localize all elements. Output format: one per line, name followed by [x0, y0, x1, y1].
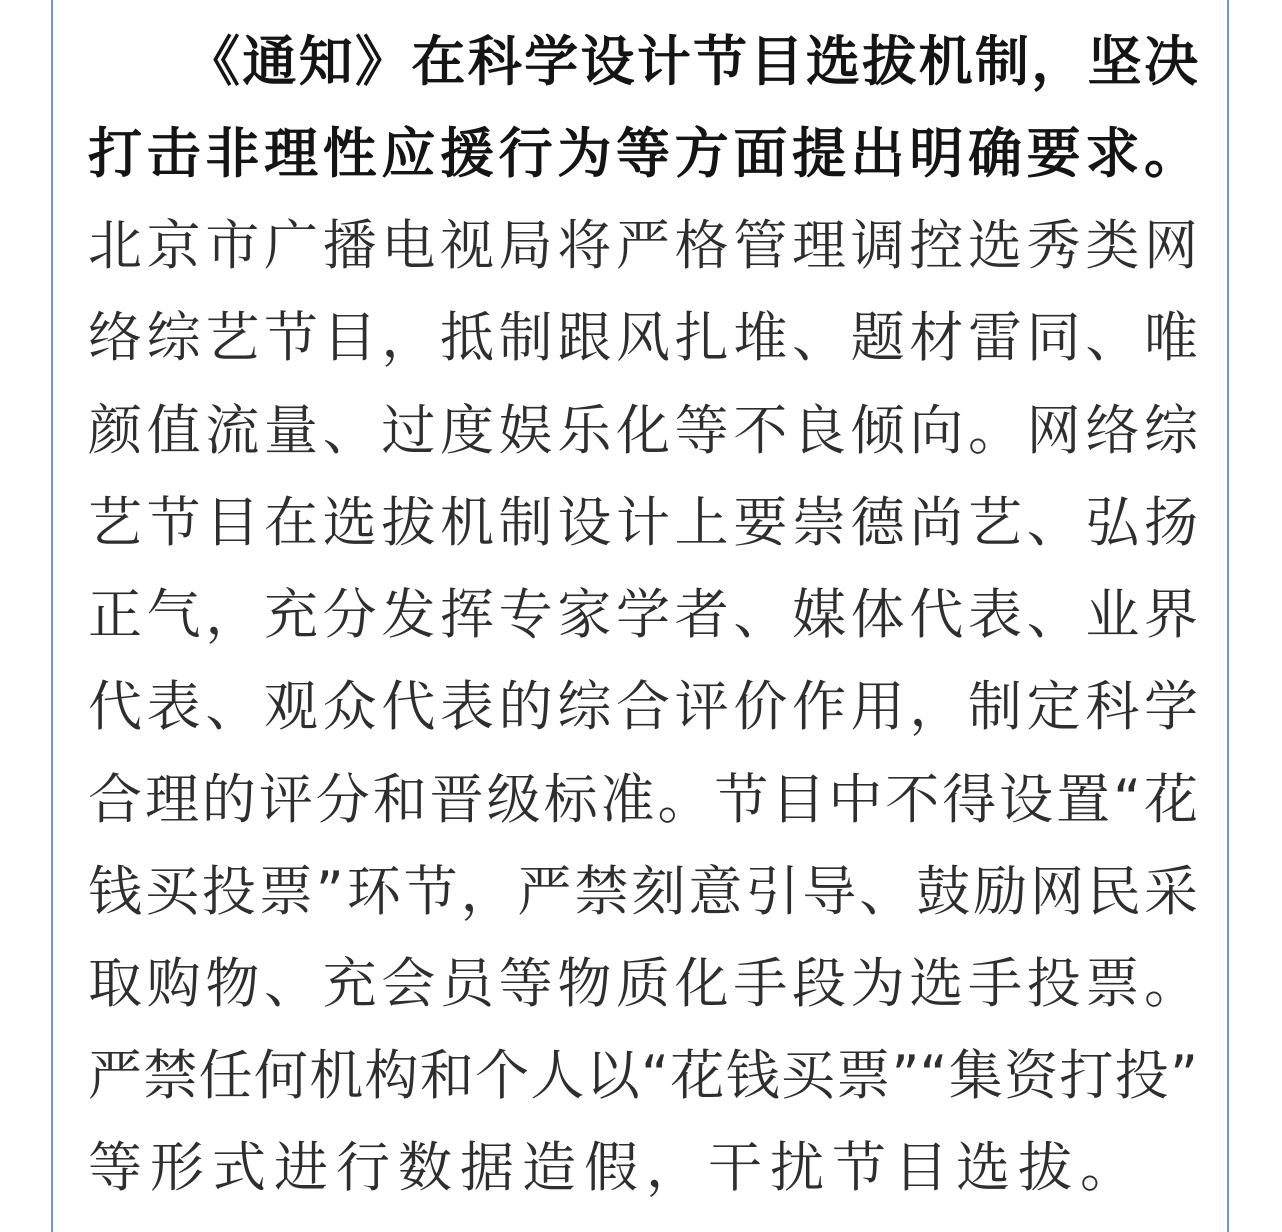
body-line-9: 取购物、充会员等物质化手段为选手投票。 [88, 952, 1198, 1015]
bold-lead-line-2: 打击非理性应援行为等方面提出明确要求。 [88, 122, 1198, 185]
body-line-6: 代表、观众代表的综合评价作用，制定科学 [88, 675, 1198, 738]
body-line-1: 北京市广播电视局将严格管理调控选秀类网 [88, 214, 1198, 277]
body-line-10: 严禁任何机构和个人以“花钱买票”“集资打投” [88, 1044, 1198, 1107]
body-line-4: 艺节目在选拔机制设计上要崇德尚艺、弘扬 [88, 491, 1198, 554]
right-border-line [1227, 0, 1229, 1232]
body-line-8: 钱买投票”环节，严禁刻意引导、鼓励网民采 [88, 860, 1198, 923]
bold-lead-line-1: 《通知》在科学设计节目选拔机制，坚决 [186, 30, 1198, 93]
body-line-5: 正气，充分发挥专家学者、媒体代表、业界 [88, 583, 1198, 646]
body-line-7: 合理的评分和晋级标准。节目中不得设置“花 [88, 768, 1198, 831]
left-border-line [51, 0, 53, 1232]
body-line-3: 颜值流量、过度娱乐化等不良倾向。网络综 [88, 399, 1198, 462]
body-line-11: 等形式进行数据造假，干扰节目选拔。 [88, 1136, 1142, 1199]
body-line-2: 络综艺节目，抵制跟风扎堆、题材雷同、唯 [88, 306, 1198, 369]
